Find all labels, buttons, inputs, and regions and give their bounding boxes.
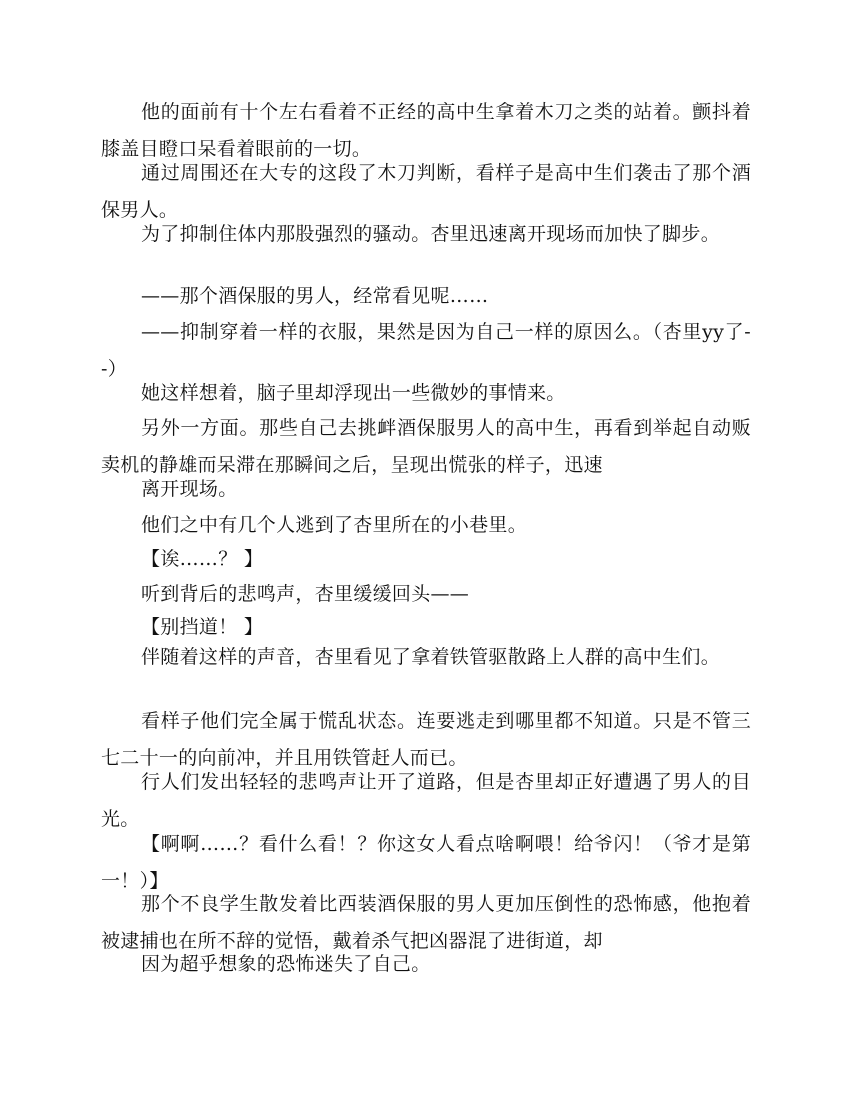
paragraph-2: 通过周围还在大专的这段了木刀判断，看样子是高中生们袭击了那个酒保男人。 <box>101 162 751 221</box>
paragraph-6: 她这样想着，脑子里却浮现出一些微妙的事情来。 <box>141 382 566 404</box>
paragraph-8: 他们之中有几个人逃到了杏里所在的小巷里。 <box>141 514 528 536</box>
dialogue-3: 【啊啊……？看什么看！？你这女人看点啥啊喂！给爷闪！（爷才是第一！）】 <box>101 833 751 892</box>
dialogue-1: 【诶……？ 】 <box>141 548 264 570</box>
paragraph-5: ——抑制穿着一样的衣服，果然是因为自己一样的原因么。（杏里yy了--） <box>101 321 751 380</box>
dialogue-2: 【别挡道！ 】 <box>141 616 264 638</box>
paragraph-13: 那个不良学生散发着比西装酒保服的男人更加压倒性的恐怖感，他抱着被逮捕也在所不辞的觉悟，戴着杀气把凶器混了进街道，却 <box>101 893 751 952</box>
paragraph-3: 为了抑制住体内那股强烈的骚动。杏里迅速离开现场而加快了脚步。 <box>141 223 721 245</box>
paragraph-12: 行人们发出轻轻的悲鸣声让开了道路，但是杏里却正好遭遇了男人的目光。 <box>101 771 751 830</box>
paragraph-9: 听到背后的悲鸣声，杏里缓缓回头—— <box>141 583 470 605</box>
paragraph-11: 看样子他们完全属于慌乱状态。连要逃走到哪里都不知道。只是不管三七二十一的向前冲，并且用铁管赶人而已。 <box>101 710 751 769</box>
paragraph-10: 伴随着这样的声音，杏里看见了拿着铁管驱散路上人群的高中生们。 <box>141 646 721 668</box>
paragraph-7-continued: 离开现场。 <box>141 478 238 500</box>
paragraph-1: 他的面前有十个左右看着不正经的高中生拿着木刀之类的站着。颤抖着膝盖目瞪口呆看着眼前的一切。 <box>101 101 751 160</box>
paragraph-13-continued: 因为超乎想象的恐怖迷失了自己。 <box>141 953 431 975</box>
paragraph-4: ——那个酒保服的男人，经常看见呢…… <box>141 285 489 307</box>
paragraph-7: 另外一方面。那些自己去挑衅酒保服男人的高中生，再看到举起自动贩卖机的静雄而呆滞在那瞬间之后，呈现出慌张的样子，迅速 <box>101 417 751 476</box>
